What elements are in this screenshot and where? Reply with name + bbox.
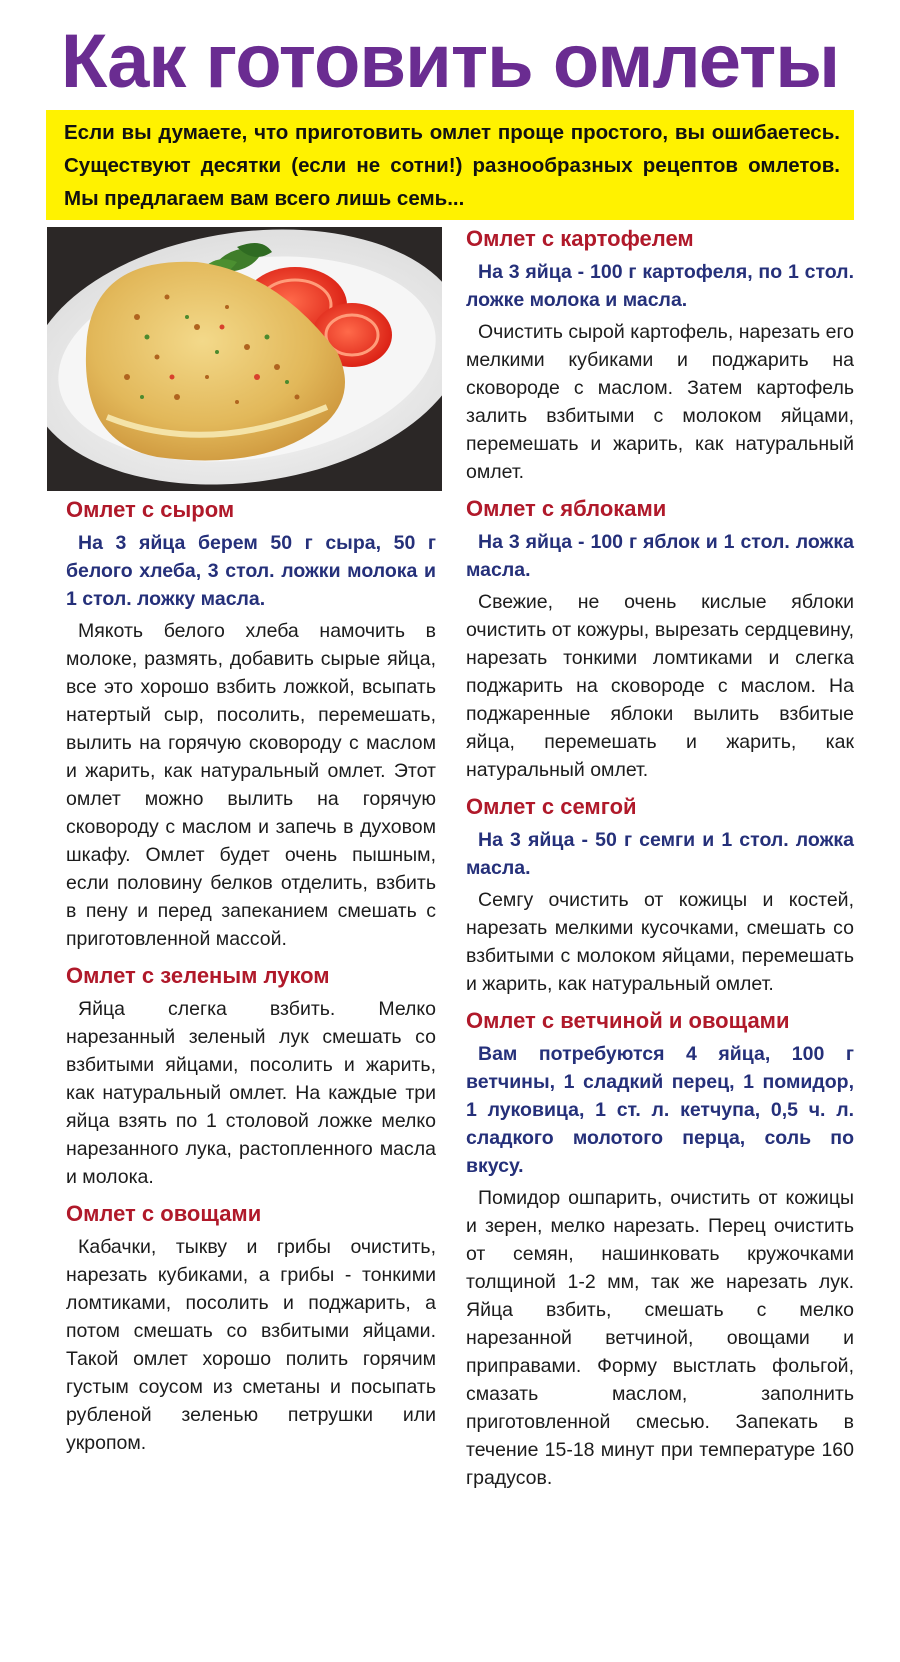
recipe-cheese [66,495,442,953]
recipe-heading: Омлет с зеленым луком [66,963,330,988]
recipe-text: Очистить сырой картофель, нарезать его мелкими кубиками и поджарить на сковороде с маслом. Затем картофель залить взбитыми с молоком яйцами, перемешать и жарить, как натуральный омлет. [466,321,854,483]
recipe-ham-vegetables [466,1006,858,1492]
recipe-green-onion [66,961,442,1191]
recipe-text: Семгу очистить от кожицы и костей, нарезать мелкими кусочками, смешать со взбитыми с молоком яйцами, перемешать и жарить, как натуральный омлет. [466,889,854,995]
recipe-text: Мякоть белого хлеба намочить в молоке, размять, добавить сырые яйца, все это хорошо взбить ложкой, всыпать натертый сыр, посолить, перемешать, вылить на горячую сковороду с маслом и жарить, как натуральный омлет. Этот омлет можно вылить на горячую сковороду с маслом и запечь в духовом шкафу. Омлет будет очень пышным, если половину белков отделить, взбить в пену и перед запеканием смешать с приготовленной массой. [66,620,436,950]
recipe-ingredients: На 3 яйца - 50 г семги и 1 стол. ложка масла. [466,829,854,879]
left-column [66,495,442,1465]
recipe-ingredients: Вам потребуются 4 яйца, 100 г ветчины, 1 сладкий перец, 1 помидор, 1 луковица, 1 ст. л. кетчупа, 0,5 ч. л. сладкого молотого перца, соль по вкусу. [466,1043,854,1177]
right-column [466,224,858,1500]
recipe-apples [466,494,858,784]
recipe-ingredients: На 3 яйца берем 50 г сыра, 50 г белого хлеба, 3 стол. ложки молока и 1 стол. ложку масла. [66,532,436,610]
recipe-heading: Омлет с семгой [466,794,637,819]
recipe-heading: Омлет с сыром [66,497,235,522]
recipe-ingredients: На 3 яйца - 100 г яблок и 1 стол. ложка масла. [466,531,854,581]
recipe-heading: Омлет с картофелем [466,226,694,251]
omelette-with-tomatoes-photo-icon [47,227,442,491]
recipe-text: Помидор ошпарить, очистить от кожицы и зерен, мелко нарезать. Перец очистить от семян, нашинковать кружочками толщиной 1-2 мм, так же нарезать лук. Яйца взбить, смешать с мелко нарезанной ветчиной, овощами и приправами. Форму выстлать фольгой, смазать маслом, заполнить приготовленной смесью. Запекать в течение 15-18 минут при температуре 160 градусов. [466,1187,854,1489]
recipe-heading: Омлет с овощами [66,1201,262,1226]
recipe-potato [466,224,858,486]
omelette-photo [47,227,442,491]
recipe-text: Свежие, не очень кислые яблоки очистить от кожуры, вырезать сердцевину, нарезать тонкими ломтиками и слегка поджарить на сковороде с маслом. На поджаренные яблоки вылить взбитые яйца, перемешать и жарить, как натуральный омлет. [466,591,854,781]
intro-banner: Если вы думаете, что приготовить омлет проще простого, вы ошибаетесь. Существуют десятки (если не сотни!) разнообразных рецептов омлетов. Мы предлагаем вам всего лишь семь... [46,110,854,220]
recipe-salmon [466,792,858,998]
recipe-ingredients: На 3 яйца - 100 г картофеля, по 1 стол. ложке молока и масла. [466,261,854,311]
recipe-text: Яйца слегка взбить. Мелко нарезанный зеленый лук смешать со взбитыми яйцами, посолить и жарить, как натуральный омлет. На каждые три яйца взять по 1 столовой ложке мелко нарезанного лука, растопленного масла и молока. [66,998,436,1188]
recipe-heading: Омлет с ветчиной и овощами [466,1008,790,1033]
page-title: Как готовить омлеты [60,19,840,104]
recipe-text: Кабачки, тыкву и грибы очистить, нарезать кубиками, а грибы - тонкими ломтиками, посолить и поджарить, а потом смешать со взбитыми яйцами. Такой омлет хорошо полить горячим густым соусом из сметаны и посыпать рубленой зеленью петрушки или укропом. [66,1236,436,1454]
recipe-heading: Омлет с яблоками [466,496,667,521]
recipe-vegetables [66,1199,442,1457]
